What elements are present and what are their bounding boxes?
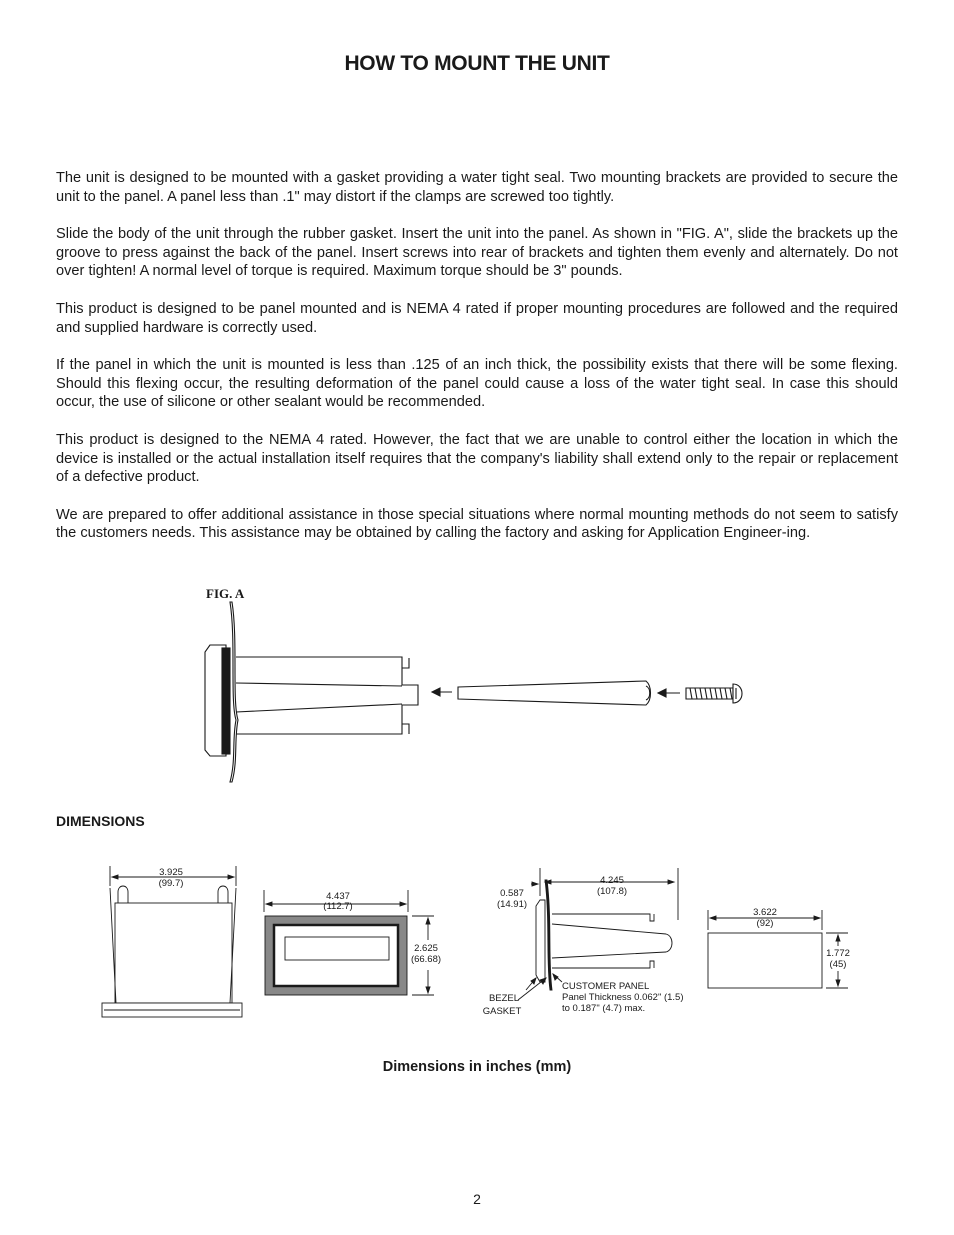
cutout-width-mm: (92) <box>756 918 774 929</box>
paragraph-nema: This product is designed to be panel mounted and is NEMA 4 rated if proper mounting procedures are followed and the required and supplied hardware is correctly used. <box>56 300 898 336</box>
figure-a-label: FIG. A <box>206 586 245 601</box>
paragraph-liability: This product is designed to the NEMA 4 rated. However, the fact that we are unable to control either the location in which the device is installed or the actual installation itself requires that the company's liability shall extend only to the repair or replacement of a defective product. <box>56 431 898 486</box>
front-height-mm: (66.68) <box>410 954 442 965</box>
page-title: HOW TO MOUNT THE UNIT <box>344 52 610 75</box>
gasket-label: GASKET <box>482 1006 522 1017</box>
page-number: 2 <box>473 1191 481 1207</box>
body-depth-mm: (107.8) <box>596 886 628 897</box>
front-width-mm: (112.7) <box>323 901 353 912</box>
paragraph-install: Slide the body of the unit through the rubber gasket. Insert the unit into the panel. As shown in "FIG. A", slide the brackets up the groove to press against the back of the panel. Insert screws into rear of brackets and tighten them evenly and alternately. Do not over tighten! A normal level of torque is required. Maximum torque should be 3" pounds. <box>56 226 898 280</box>
panel-thickness-line-2: to 0.187" (4.7) max. <box>562 1003 646 1014</box>
paragraph-thin-panel: If the panel in which the unit is mounted is less than .125 of an inch thick, the possibility exists that there will be some flexing. Should this flexing occur, the resulting deformation of the panel could cause a loss of the water tight seal. In case this should occur, the use of silicone or other sealant would be recommended. <box>56 357 898 411</box>
body-depth-inches: 4.245 <box>600 875 624 886</box>
cutout-height-inches: 1.772 <box>826 948 850 959</box>
dimensions-caption: Dimensions in inches (mm) <box>382 1059 572 1075</box>
bezel-depth-mm: (14.91) <box>496 899 528 910</box>
cutout-height-mm: (45) <box>829 959 847 970</box>
bezel-depth-inches: 0.587 <box>500 888 524 899</box>
cutout-width-inches: 3.622 <box>753 907 777 918</box>
bezel-label: BEZEL <box>488 993 520 1004</box>
panel-thickness-line-1: Panel Thickness 0.062" (1.5) <box>562 992 684 1003</box>
top-width-inches: 3.925 <box>159 867 183 878</box>
paragraph-assistance: We are prepared to offer additional assistance in those special situations where normal mounting methods do not seem to satisfy the customers needs. This assistance may be obtained by calling the factory and asking for Application Engineer-ing. <box>56 506 898 542</box>
front-height-inches: 2.625 <box>414 943 438 954</box>
customer-panel-label: CUSTOMER PANEL <box>562 981 650 992</box>
front-width-inches: 4.437 <box>326 891 350 902</box>
paragraph-gasket: The unit is designed to be mounted with a gasket providing a water tight seal. Two mounting brackets are provided to secure the unit to the panel. A panel less than .1" may distort if the clamps are screwed too tightly. <box>56 170 898 205</box>
top-width-mm: (99.7) <box>158 878 184 889</box>
dimensions-heading: DIMENSIONS <box>56 813 145 829</box>
